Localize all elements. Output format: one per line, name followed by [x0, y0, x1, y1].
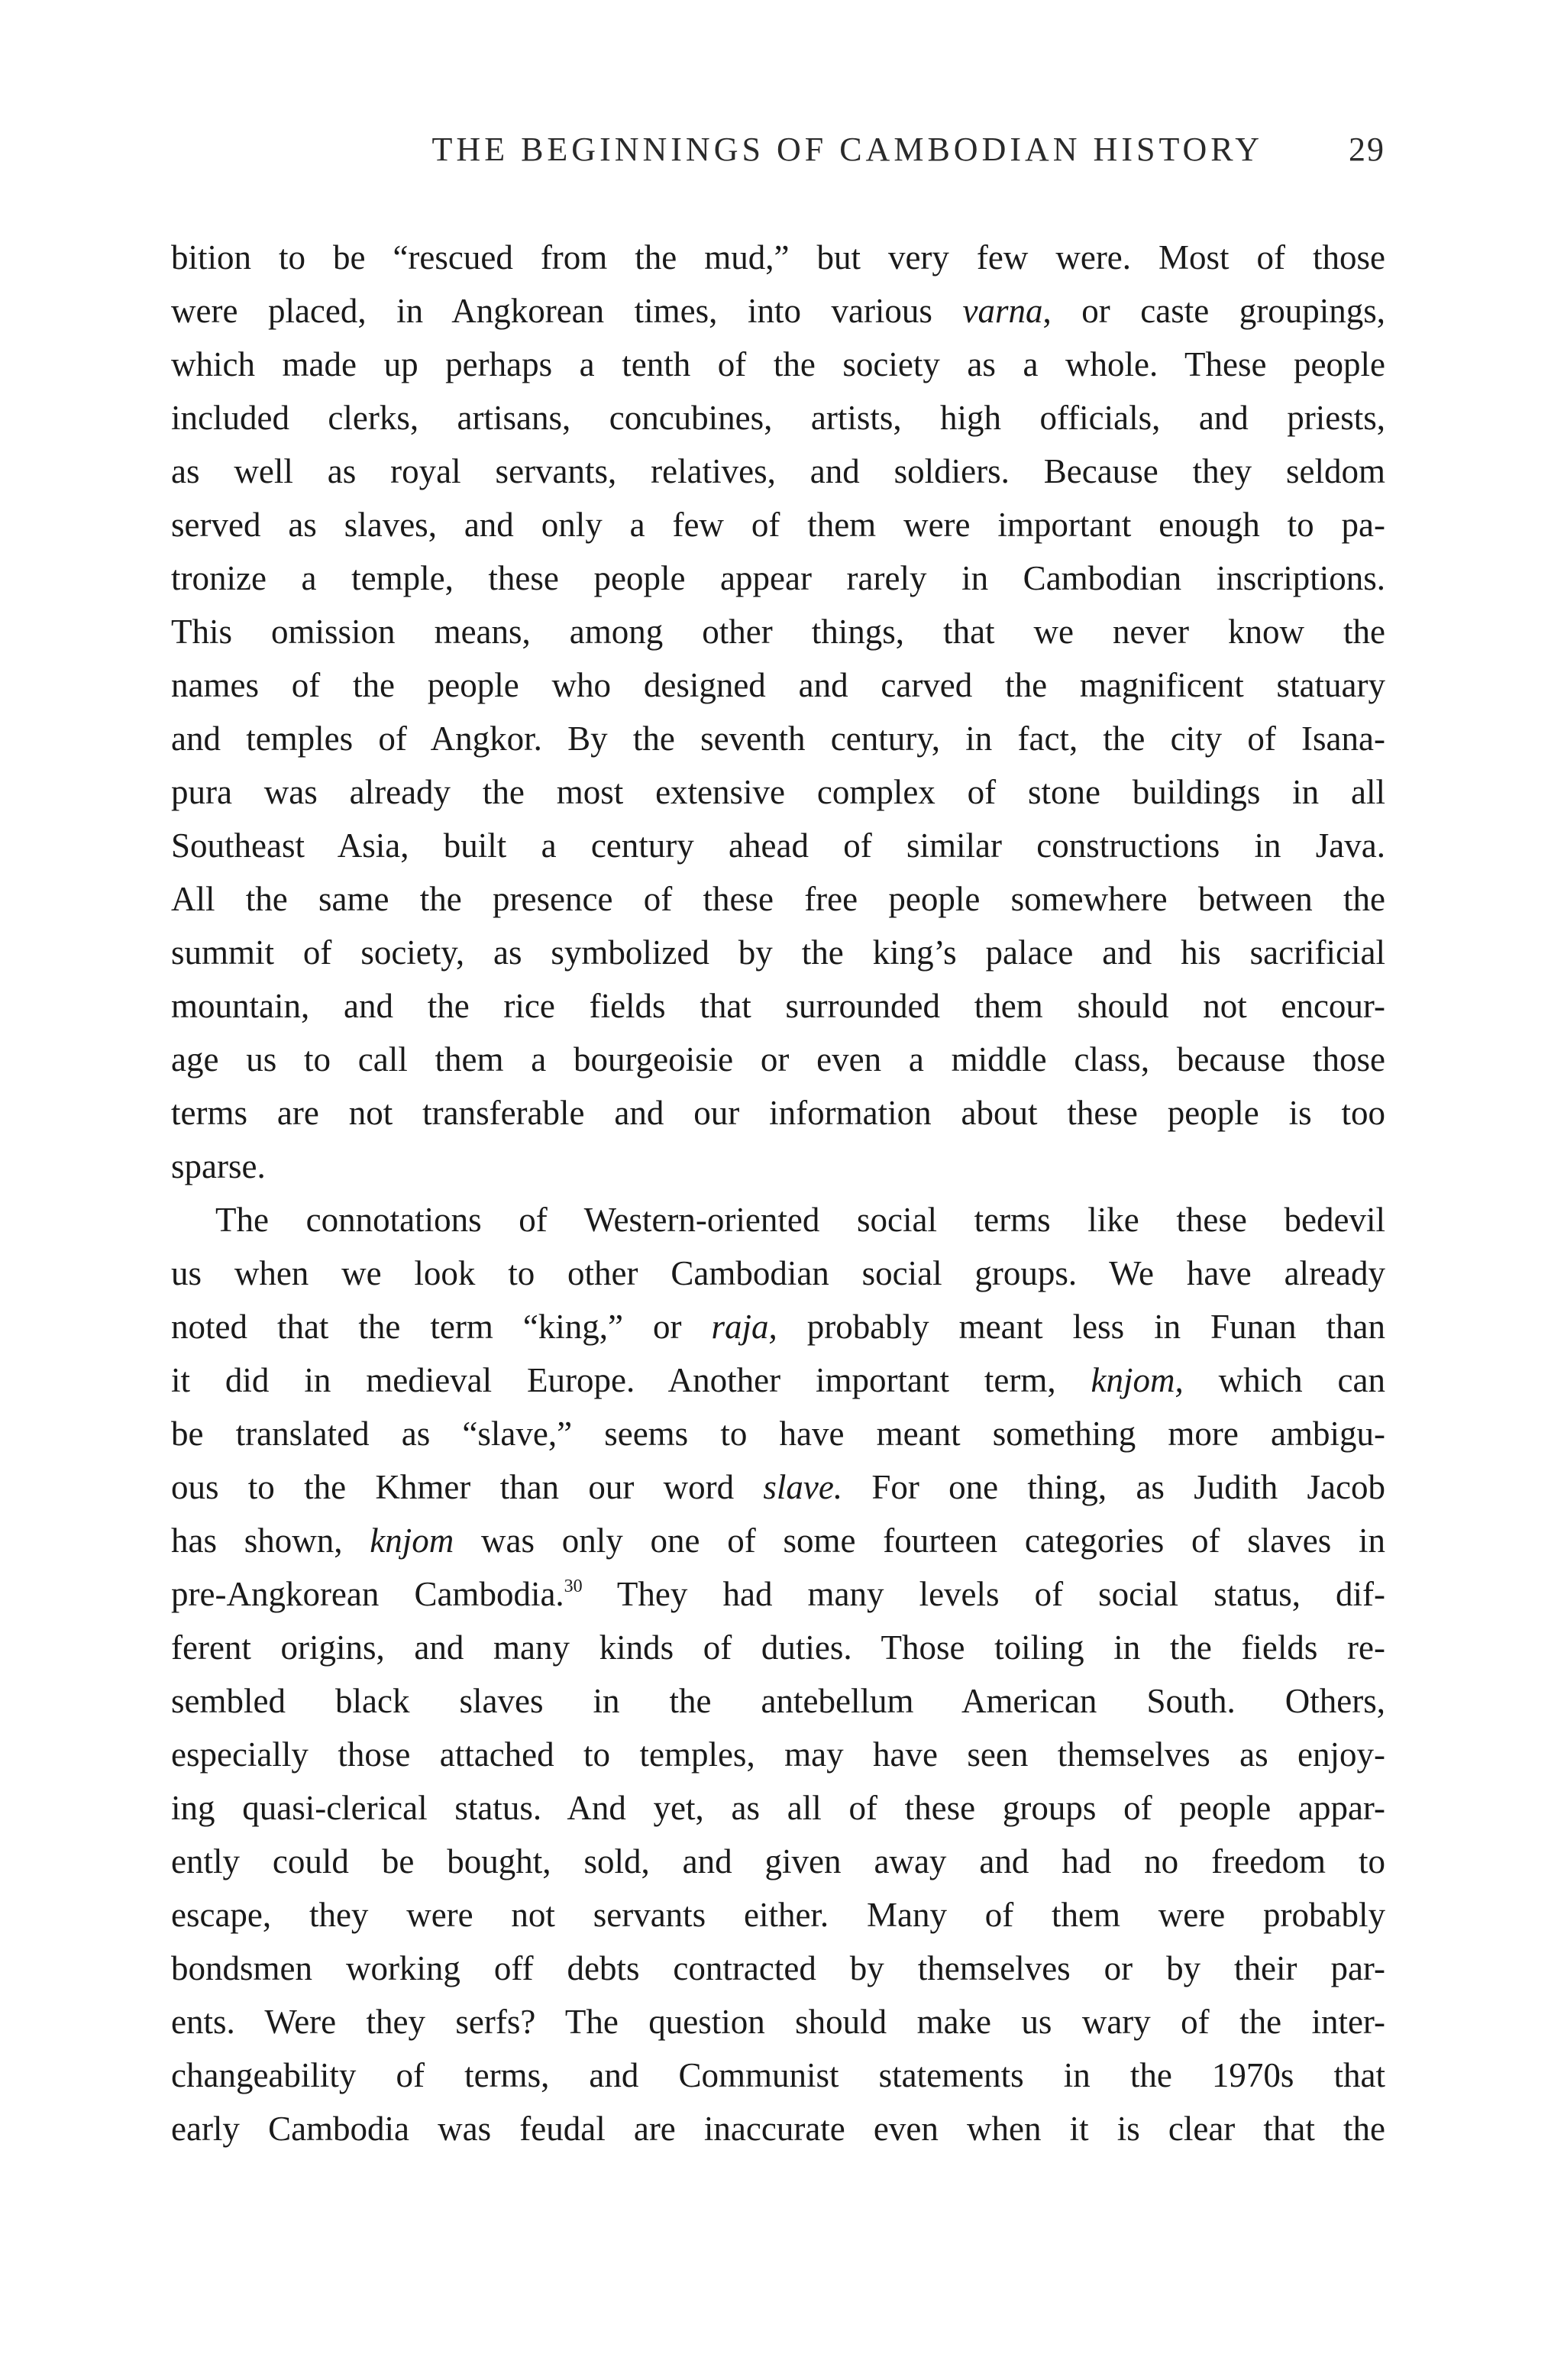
- text-line: [171, 1781, 1385, 1835]
- page-number: 29: [1349, 131, 1385, 168]
- text-run: was only one of some fourteen categories of slaves in: [454, 1521, 1385, 1560]
- running-head: [171, 130, 1385, 176]
- text-line: [171, 1086, 1385, 1140]
- text-run: ferent origins, and many kinds of duties. Those toiling in the fields re-: [171, 1628, 1385, 1667]
- text-line: [171, 1995, 1385, 2049]
- text-run: age us to call them a bourgeoisie or even a middle class, because those: [171, 1040, 1385, 1078]
- text-run: pura was already the most extensive complex of stone buildings in all: [171, 773, 1385, 811]
- text-line: [171, 1835, 1385, 1888]
- text-run: They had many levels of social status, dif-: [582, 1575, 1386, 1613]
- text-line: [171, 819, 1385, 872]
- text-run: names of the people who designed and carved the magnificent statuary: [171, 666, 1385, 704]
- italic-term: knjom: [370, 1521, 454, 1560]
- text-run: us when we look to other Cambodian social groups. We have already: [171, 1254, 1385, 1292]
- text-run: has shown,: [171, 1521, 370, 1560]
- text-line: [171, 1460, 1385, 1514]
- italic-term: knjom,: [1091, 1361, 1184, 1399]
- text-run: ing quasi-clerical status. And yet, as all of these groups of people appar-: [171, 1789, 1385, 1827]
- text-run: Southeast Asia, built a century ahead of similar constructions in Java.: [171, 826, 1385, 865]
- body-text: [171, 231, 1385, 2155]
- text-line: [171, 1888, 1385, 1942]
- paragraph: [171, 231, 1385, 1193]
- text-run: bondsmen working off debts contracted by themselves or by their par-: [171, 1949, 1385, 1987]
- text-line: [171, 979, 1385, 1033]
- italic-term: raja,: [711, 1308, 777, 1346]
- text-run: be translated as “slave,” seems to have meant something more ambigu-: [171, 1415, 1385, 1453]
- text-run: which made up perhaps a tenth of the society as a whole. These people: [171, 345, 1385, 383]
- text-line: [171, 1728, 1385, 1781]
- text-line: [171, 1514, 1385, 1567]
- text-line: [171, 2102, 1385, 2155]
- text-line: [171, 1567, 1385, 1621]
- italic-term: varna: [962, 292, 1043, 330]
- text-line: [171, 338, 1385, 391]
- text-line: [171, 926, 1385, 979]
- text-run: noted that the term “king,” or: [171, 1308, 712, 1346]
- text-run: sembled black slaves in the antebellum American South. Others,: [171, 1682, 1385, 1720]
- text-run: For one thing, as Judith Jacob: [842, 1468, 1385, 1506]
- text-line: [171, 445, 1385, 498]
- text-run: especially those attached to temples, may have seen themselves as enjoy-: [171, 1735, 1385, 1774]
- text-run: early Cambodia was feudal are inaccurate even when it is clear that the: [171, 2110, 1385, 2148]
- text-line: [171, 391, 1385, 445]
- text-line: [171, 1621, 1385, 1674]
- text-run: included clerks, artisans, concubines, artists, high officials, and priests,: [171, 399, 1385, 437]
- text-line: [171, 2049, 1385, 2102]
- text-line: [171, 712, 1385, 765]
- text-line: [171, 765, 1385, 819]
- text-line: [171, 551, 1385, 605]
- text-run: were placed, in Angkorean times, into various: [171, 292, 963, 330]
- text-line: [171, 231, 1385, 284]
- text-line: [171, 1140, 1385, 1193]
- text-run: as well as royal servants, relatives, and soldiers. Because they seldom: [171, 452, 1385, 490]
- text-run: This omission means, among other things, that we never know the: [171, 613, 1385, 651]
- paragraph: [171, 1193, 1385, 2155]
- text-run: mountain, and the rice fields that surrounded them should not encour-: [171, 987, 1385, 1025]
- text-run: it did in medieval Europe. Another important term,: [171, 1361, 1091, 1399]
- text-run: sparse.: [171, 1147, 266, 1185]
- text-run: served as slaves, and only a few of them were important enough to pa-: [171, 506, 1385, 544]
- text-run: pre-Angkorean Cambodia.: [171, 1575, 564, 1613]
- text-line: [171, 1674, 1385, 1728]
- text-line: [171, 1300, 1385, 1353]
- text-line: [171, 1247, 1385, 1300]
- text-run: changeability of terms, and Communist statements in the 1970s that: [171, 2056, 1385, 2094]
- italic-term: slave.: [763, 1468, 843, 1506]
- text-line: [171, 284, 1385, 338]
- text-line: [171, 872, 1385, 926]
- text-run: ently could be bought, sold, and given away and had no freedom to: [171, 1842, 1385, 1880]
- text-run: summit of society, as symbolized by the king’s palace and his sacrificial: [171, 933, 1385, 972]
- footnote-ref: 30: [564, 1576, 583, 1596]
- text-run: bition to be “rescued from the mud,” but very few were. Most of those: [171, 238, 1385, 276]
- text-line: [171, 1942, 1385, 1995]
- text-line: [171, 1353, 1385, 1407]
- text-run: ents. Were they serfs? The question should make us wary of the inter-: [171, 2003, 1385, 2041]
- text-run: probably meant less in Funan than: [777, 1308, 1386, 1346]
- text-run: All the same the presence of these free people somewhere between the: [171, 880, 1385, 918]
- text-line: [171, 658, 1385, 712]
- running-title: THE BEGINNINGS OF CAMBODIAN HISTORY: [431, 131, 1263, 168]
- text-run: which can: [1183, 1361, 1385, 1399]
- text-run: ous to the Khmer than our word: [171, 1468, 764, 1506]
- text-line: [171, 1033, 1385, 1086]
- text-run: terms are not transferable and our information about these people is too: [171, 1094, 1385, 1132]
- text-run: and temples of Angkor. By the seventh century, in fact, the city of Isana-: [171, 719, 1385, 758]
- text-run: escape, they were not servants either. Many of them were probably: [171, 1896, 1385, 1934]
- text-line: [171, 1193, 1385, 1247]
- text-line: [171, 1407, 1385, 1460]
- text-run: , or caste groupings,: [1042, 292, 1385, 330]
- text-line: [171, 498, 1385, 551]
- text-run: The connotations of Western-oriented social terms like these bedevil: [215, 1201, 1385, 1239]
- text-line: [171, 605, 1385, 658]
- text-run: tronize a temple, these people appear rarely in Cambodian inscriptions.: [171, 559, 1385, 597]
